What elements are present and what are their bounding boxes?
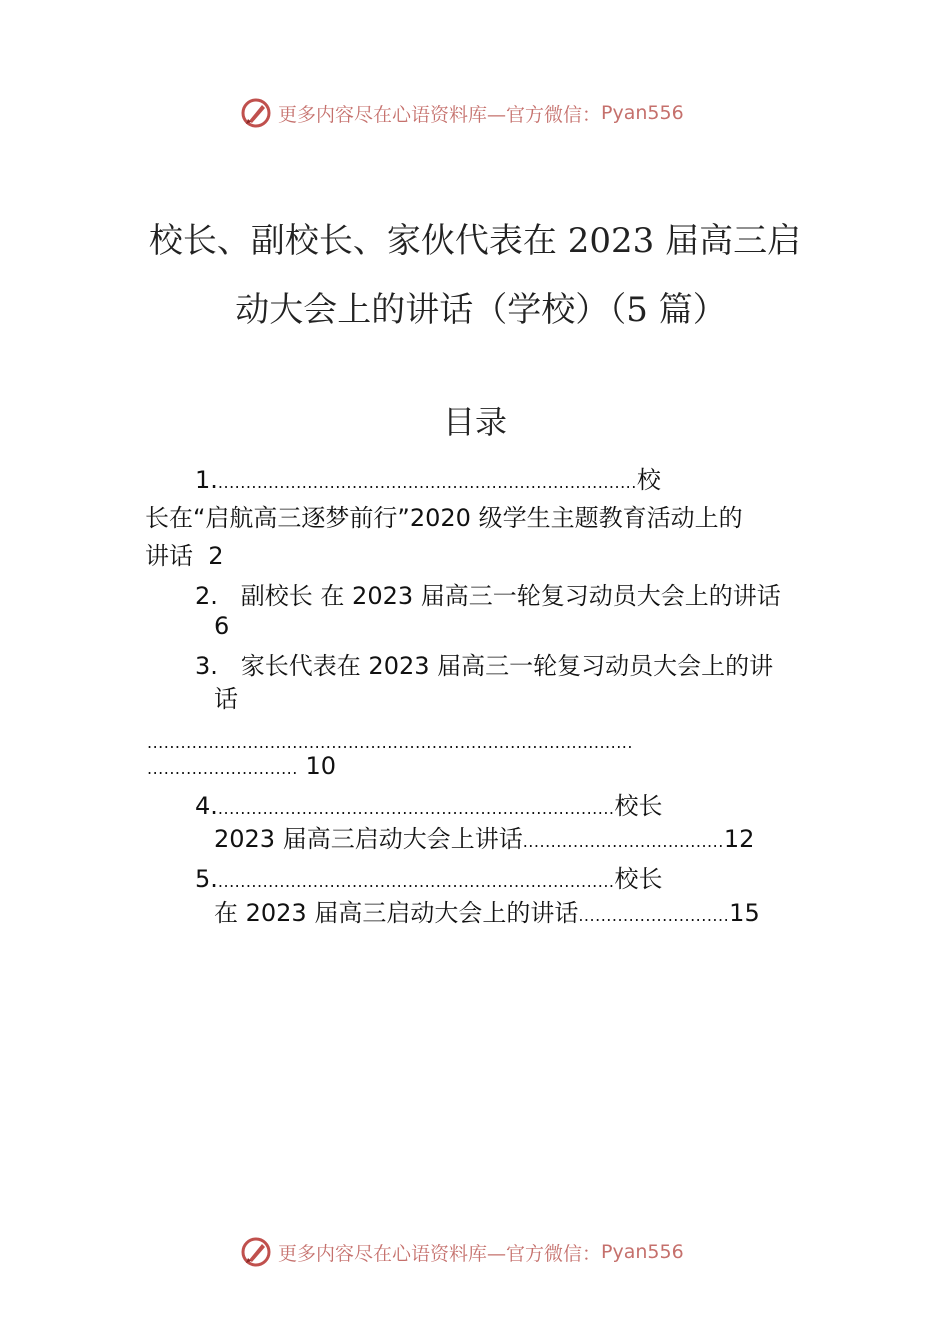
document-title-line-1: 校长、副校长、家伙代表在 2023 届高三启 [148,221,802,261]
toc-entry-4-line-1[interactable] [195,791,663,824]
watermark-footer [240,1235,684,1269]
toc-entry-number: 1. [195,466,218,494]
red-pen-circle-logo-icon [240,1236,272,1268]
toc-entry-4-line-2[interactable] [214,824,754,857]
toc-entry-text: 校 [636,466,661,494]
toc-entry-1-line-3[interactable] [145,541,224,571]
toc-entry-3-line-1[interactable] [195,651,773,681]
toc-entry-text: 校长 [614,792,663,820]
toc-leader: ........................... [147,759,298,778]
toc-entry-text: 话 [214,685,238,713]
watermark-header [240,96,684,130]
toc-leader: ....................................................................... [217,799,615,818]
document-title-line-2: 动大会上的讲话（学校）（5 篇） [235,290,727,330]
toc-entry-5-line-2[interactable] [214,898,760,931]
wechat-id: Pyan556 [601,102,684,124]
watermark-text: 更多内容尽在心语资料库—官方微信： [278,103,602,126]
toc-entry-1-line-1[interactable] [195,465,661,498]
toc-entry-number: 3. [195,652,218,680]
toc-entry-text: 在 2023 届高三启动大会上的讲话 [214,899,579,927]
toc-entry-number: 5. [195,865,218,893]
toc-entry-text: 校长 [614,865,663,893]
toc-entry-3-line-2[interactable] [214,684,238,714]
red-pen-circle-logo-icon [240,97,272,129]
toc-heading: 目录 [442,403,507,441]
toc-leader: ....................................................................... [217,872,615,891]
toc-leader: ....................................................................................... [147,733,633,752]
toc-entry-5-line-1[interactable] [195,864,663,897]
toc-leader: .................................... [522,832,724,851]
toc-entry-number: 4. [195,792,218,820]
toc-entry-3-line-4[interactable] [147,751,336,784]
toc-entry-text: 长在“启航高三逐梦前行”2020 级学生主题教育活动上的 [145,504,743,532]
toc-entry-text: 家长代表在 2023 届高三一轮复习动员大会上的讲 [240,652,774,680]
toc-page-number: 12 [723,825,755,853]
toc-entry-text: 2023 届高三启动大会上讲话 [214,825,523,853]
wechat-id: Pyan556 [601,1241,684,1263]
toc-leader: ........................................................................... [217,473,637,492]
toc-entry-1-line-2[interactable] [145,503,743,533]
toc-page-number: 6 [214,612,230,640]
toc-entry-number: 2. [195,582,218,610]
toc-entry-2-line-1[interactable] [195,581,781,611]
toc-entry-2-line-2[interactable] [214,611,229,641]
toc-entry-text: 讲话 [145,542,193,570]
toc-entry-text: 副校长 在 2023 届高三一轮复习动员大会上的讲话 [240,582,781,610]
toc-leader: ........................... [578,906,730,925]
toc-page-number: 2 [208,542,224,570]
toc-page-number: 15 [729,899,760,927]
watermark-text: 更多内容尽在心语资料库—官方微信： [278,1242,602,1265]
toc-page-number: 10 [305,752,337,780]
